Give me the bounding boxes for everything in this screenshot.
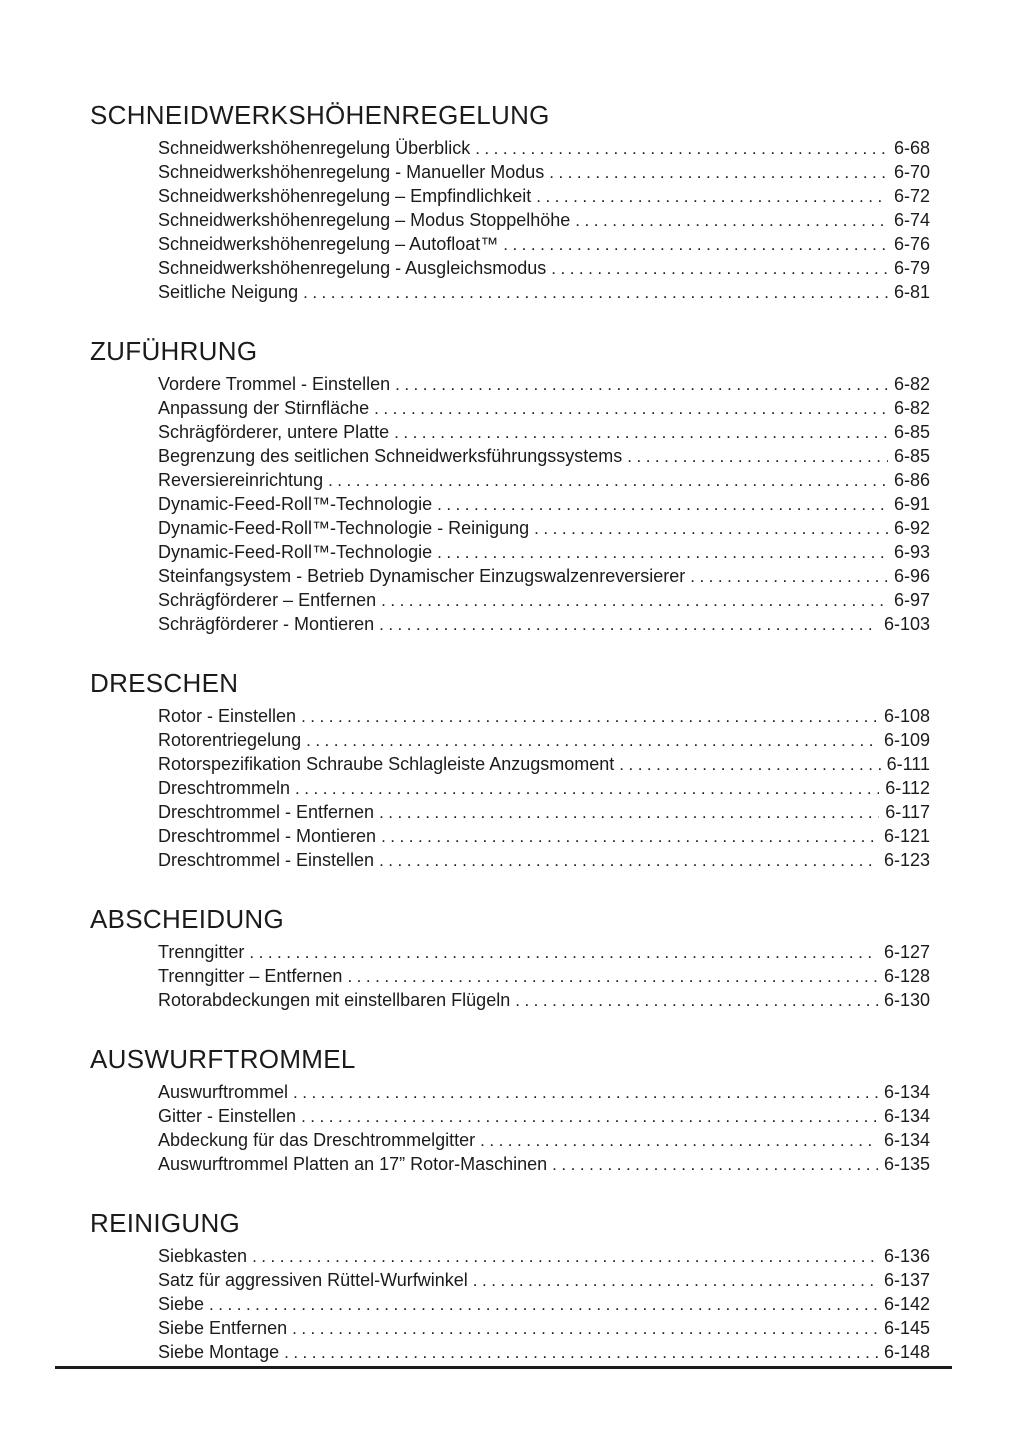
dot-leader bbox=[503, 232, 888, 257]
dot-leader bbox=[293, 1080, 878, 1105]
toc-entry-label: Dynamic-Feed-Roll™-Technologie - Reinigung bbox=[158, 518, 530, 538]
toc-entry-label: Steinfangsystem - Betrieb Dynamischer Einzugswalzenreversierer bbox=[158, 566, 686, 586]
toc-entry-page: 6-136 bbox=[883, 1246, 930, 1266]
dot-leader bbox=[552, 1152, 878, 1177]
toc-entry bbox=[158, 776, 930, 800]
toc-entry bbox=[158, 1152, 930, 1176]
dot-leader bbox=[619, 752, 880, 777]
toc-entry-label: Satz für aggressiven Rüttel-Wurfwinkel bbox=[158, 1270, 468, 1290]
toc-entry bbox=[158, 988, 930, 1012]
toc-entry-label: Dreschtrommel - Montieren bbox=[158, 826, 377, 846]
toc-entry-label: Siebe bbox=[158, 1294, 205, 1314]
toc-entry-label: Dynamic-Feed-Roll™-Technologie bbox=[158, 494, 433, 514]
toc-entry-label: Schneidwerkshöhenregelung - Ausgleichsmodus bbox=[158, 258, 547, 278]
toc-entry-page: 6-128 bbox=[883, 966, 930, 986]
toc-entry bbox=[158, 232, 930, 256]
toc-entry-page: 6-117 bbox=[885, 802, 930, 822]
toc-entry bbox=[158, 752, 930, 776]
dot-leader bbox=[437, 540, 888, 565]
dot-leader bbox=[303, 280, 888, 305]
toc-entry-label: Abdeckung für das Dreschtrommelgitter bbox=[158, 1130, 476, 1150]
toc-entry-label: Auswurftrommel bbox=[158, 1082, 289, 1102]
toc-entry-label: Schneidwerkshöhenregelung – Autofloat™ bbox=[158, 234, 499, 254]
toc-entry bbox=[158, 444, 930, 468]
toc-entry-page: 6-103 bbox=[883, 614, 930, 634]
section-title: ABSCHEIDUNG bbox=[90, 904, 284, 934]
section-title: DRESCHEN bbox=[90, 668, 239, 698]
toc-entry bbox=[158, 824, 930, 848]
toc-entry-page: 6-142 bbox=[883, 1294, 930, 1314]
dot-leader bbox=[379, 848, 878, 873]
toc-entry bbox=[158, 1292, 930, 1316]
section-title: AUSWURFTROMMEL bbox=[90, 1044, 356, 1074]
dot-leader bbox=[374, 396, 888, 421]
dot-leader bbox=[690, 564, 888, 589]
toc-entry bbox=[158, 420, 930, 444]
toc-entry-page: 6-134 bbox=[883, 1130, 930, 1150]
toc-section bbox=[90, 336, 930, 636]
toc-entry-page: 6-108 bbox=[883, 706, 930, 726]
toc-entry bbox=[158, 492, 930, 516]
toc-entry-label: Schrägförderer, untere Platte bbox=[158, 422, 390, 442]
dot-leader bbox=[379, 800, 879, 825]
toc-entry bbox=[158, 1268, 930, 1292]
toc-entry-label: Siebkasten bbox=[158, 1246, 248, 1266]
toc-entry-page: 6-76 bbox=[893, 234, 930, 254]
toc-entry-page: 6-123 bbox=[883, 850, 930, 870]
dot-leader bbox=[252, 1244, 878, 1269]
toc-entry-page: 6-121 bbox=[883, 826, 930, 846]
toc-entry bbox=[158, 704, 930, 728]
toc-entry-label: Dreschtrommel - Entfernen bbox=[158, 802, 375, 822]
toc-entry-page: 6-111 bbox=[886, 754, 930, 774]
toc-entry-page: 6-135 bbox=[883, 1154, 930, 1174]
dot-leader bbox=[306, 728, 878, 753]
toc-entry-label: Rotorentriegelung bbox=[158, 730, 302, 750]
toc-entry-label: Trenngitter – Entfernen bbox=[158, 966, 343, 986]
toc-entry bbox=[158, 588, 930, 612]
toc-entry-page: 6-127 bbox=[883, 942, 930, 962]
toc-entry-page: 6-137 bbox=[883, 1270, 930, 1290]
toc-entry-label: Schneidwerkshöhenregelung - Manueller Modus bbox=[158, 162, 545, 182]
toc-entry-label: Siebe Entfernen bbox=[158, 1318, 288, 1338]
footer-rule bbox=[55, 1366, 952, 1369]
toc-entry bbox=[158, 612, 930, 636]
toc-entry-page: 6-96 bbox=[893, 566, 930, 586]
dot-leader bbox=[480, 1128, 878, 1153]
toc-entry-page: 6-82 bbox=[893, 374, 930, 394]
toc-entry-label: Schrägförderer – Entfernen bbox=[158, 590, 377, 610]
toc-entry-page: 6-97 bbox=[893, 590, 930, 610]
dot-leader bbox=[379, 612, 878, 637]
toc-entry bbox=[158, 848, 930, 872]
toc-entry-page: 6-134 bbox=[883, 1082, 930, 1102]
toc-entry bbox=[158, 1316, 930, 1340]
dot-leader bbox=[284, 1340, 878, 1365]
toc-entry-label: Reversiereinrichtung bbox=[158, 470, 324, 490]
toc-entry bbox=[158, 468, 930, 492]
toc-entry bbox=[158, 800, 930, 824]
toc-entry-page: 6-91 bbox=[893, 494, 930, 514]
toc-entry bbox=[158, 1104, 930, 1128]
toc-entry-label: Rotor - Einstellen bbox=[158, 706, 297, 726]
toc-entry bbox=[158, 208, 930, 232]
table-of-contents bbox=[90, 100, 930, 1364]
toc-entry-page: 6-109 bbox=[883, 730, 930, 750]
toc-entry-label: Trenngitter bbox=[158, 942, 245, 962]
toc-entry-page: 6-68 bbox=[893, 138, 930, 158]
dot-leader bbox=[381, 588, 888, 613]
toc-entry bbox=[158, 184, 930, 208]
dot-leader bbox=[292, 1316, 878, 1341]
toc-entry bbox=[158, 1340, 930, 1364]
toc-entry-label: Rotorspezifikation Schraube Schlagleiste Anzugsmoment bbox=[158, 754, 615, 774]
toc-entry-page: 6-72 bbox=[893, 186, 930, 206]
section-entries bbox=[90, 704, 930, 872]
toc-entry-label: Schneidwerkshöhenregelung Überblick bbox=[158, 138, 471, 158]
toc-entry-label: Dreschtrommel - Einstellen bbox=[158, 850, 375, 870]
toc-entry bbox=[158, 1244, 930, 1268]
dot-leader bbox=[475, 136, 888, 161]
toc-entry bbox=[158, 160, 930, 184]
section-entries bbox=[90, 136, 930, 304]
toc-entry-label: Gitter - Einstellen bbox=[158, 1106, 297, 1126]
toc-entry bbox=[158, 940, 930, 964]
toc-entry-page: 6-130 bbox=[883, 990, 930, 1010]
dot-leader bbox=[536, 184, 888, 209]
toc-entry-page: 6-85 bbox=[893, 422, 930, 442]
dot-leader bbox=[347, 964, 878, 989]
toc-entry-label: Dreschtrommeln bbox=[158, 778, 291, 798]
toc-entry-page: 6-145 bbox=[883, 1318, 930, 1338]
toc-entry-page: 6-112 bbox=[885, 778, 930, 798]
toc-entry-page: 6-85 bbox=[893, 446, 930, 466]
toc-entry bbox=[158, 540, 930, 564]
toc-entry bbox=[158, 372, 930, 396]
toc-entry-label: Schneidwerkshöhenregelung – Modus Stoppelhöhe bbox=[158, 210, 571, 230]
dot-leader bbox=[627, 444, 888, 469]
toc-entry bbox=[158, 280, 930, 304]
section-entries bbox=[90, 1244, 930, 1364]
toc-entry bbox=[158, 396, 930, 420]
dot-leader bbox=[301, 1104, 878, 1129]
toc-section bbox=[90, 904, 930, 1012]
toc-entry-label: Auswurftrommel Platten an 17” Rotor-Maschinen bbox=[158, 1154, 548, 1174]
toc-entry bbox=[158, 516, 930, 540]
dot-leader bbox=[437, 492, 888, 517]
dot-leader bbox=[473, 1268, 878, 1293]
toc-section bbox=[90, 1044, 930, 1176]
dot-leader bbox=[549, 160, 888, 185]
toc-entry-page: 6-79 bbox=[893, 258, 930, 278]
toc-entry-page: 6-93 bbox=[893, 542, 930, 562]
toc-entry-page: 6-86 bbox=[893, 470, 930, 490]
dot-leader bbox=[381, 824, 878, 849]
toc-entry bbox=[158, 1128, 930, 1152]
dot-leader bbox=[209, 1292, 878, 1317]
toc-entry-label: Schrägförderer - Montieren bbox=[158, 614, 375, 634]
section-title: SCHNEIDWERKSHÖHENREGELUNG bbox=[90, 100, 550, 130]
toc-entry-page: 6-74 bbox=[893, 210, 930, 230]
toc-entry bbox=[158, 136, 930, 160]
section-entries bbox=[90, 372, 930, 636]
toc-entry-page: 6-70 bbox=[893, 162, 930, 182]
toc-entry-label: Begrenzung des seitlichen Schneidwerksführungssystems bbox=[158, 446, 623, 466]
section-title: REINIGUNG bbox=[90, 1208, 241, 1238]
toc-entry-page: 6-81 bbox=[893, 282, 930, 302]
section-title: ZUFÜHRUNG bbox=[90, 336, 258, 366]
toc-entry-label: Rotorabdeckungen mit einstellbaren Flügeln bbox=[158, 990, 511, 1010]
toc-section bbox=[90, 668, 930, 872]
toc-entry bbox=[158, 728, 930, 752]
dot-leader bbox=[515, 988, 878, 1013]
toc-entry bbox=[158, 1080, 930, 1104]
toc-entry-label: Anpassung der Stirnfläche bbox=[158, 398, 370, 418]
toc-entry bbox=[158, 964, 930, 988]
dot-leader bbox=[575, 208, 888, 233]
dot-leader bbox=[534, 516, 888, 541]
toc-entry-page: 6-92 bbox=[893, 518, 930, 538]
dot-leader bbox=[394, 420, 888, 445]
section-entries bbox=[90, 940, 930, 1012]
toc-section bbox=[90, 100, 930, 304]
toc-entry-label: Seitliche Neigung bbox=[158, 282, 299, 302]
toc-entry-page: 6-148 bbox=[883, 1342, 930, 1362]
toc-entry bbox=[158, 564, 930, 588]
dot-leader bbox=[295, 776, 879, 801]
toc-entry-page: 6-82 bbox=[893, 398, 930, 418]
toc-entry-label: Siebe Montage bbox=[158, 1342, 280, 1362]
dot-leader bbox=[301, 704, 878, 729]
section-entries bbox=[90, 1080, 930, 1176]
dot-leader bbox=[395, 372, 888, 397]
dot-leader bbox=[551, 256, 888, 281]
toc-entry-label: Dynamic-Feed-Roll™-Technologie bbox=[158, 542, 433, 562]
dot-leader bbox=[249, 940, 878, 965]
toc-entry-label: Schneidwerkshöhenregelung – Empfindlichkeit bbox=[158, 186, 532, 206]
dot-leader bbox=[328, 468, 888, 493]
toc-entry bbox=[158, 256, 930, 280]
toc-section bbox=[90, 1208, 930, 1364]
toc-entry-page: 6-134 bbox=[883, 1106, 930, 1126]
toc-entry-label: Vordere Trommel - Einstellen bbox=[158, 374, 391, 394]
